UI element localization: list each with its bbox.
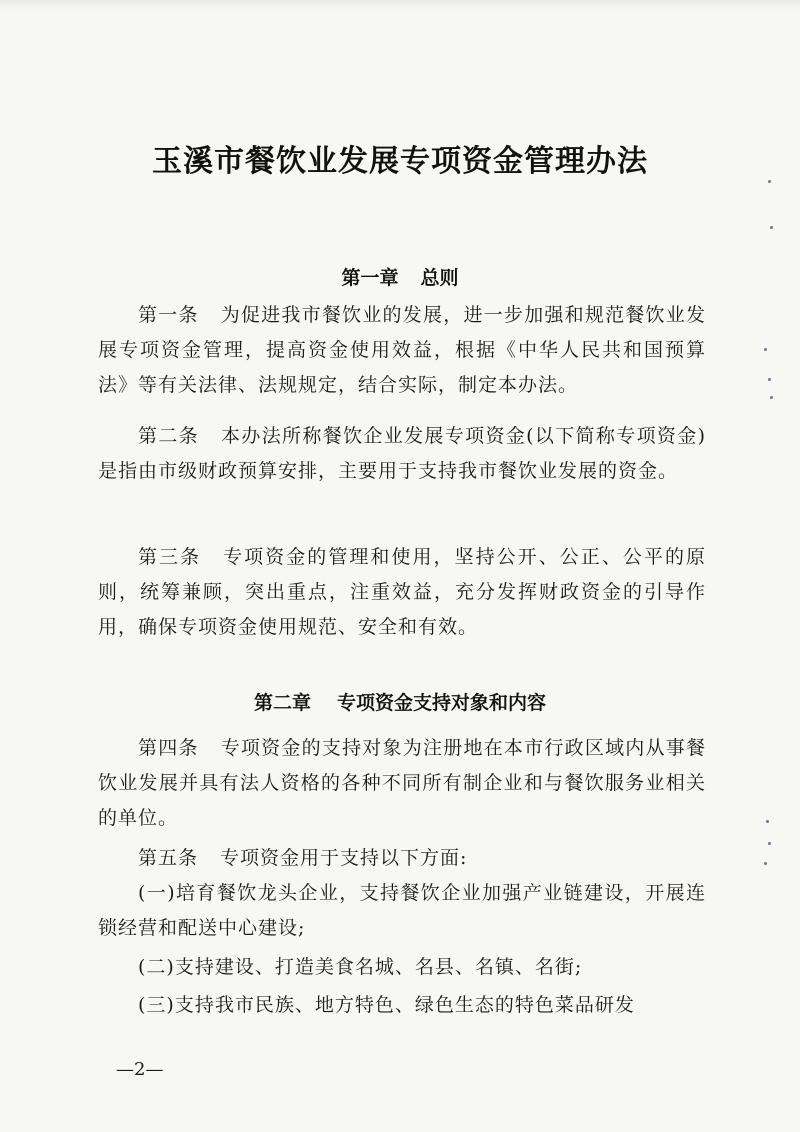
article-5-text: 专项资金用于支持以下方面: (220, 847, 468, 869)
scan-speck (764, 862, 767, 865)
chapter-1-title-part2: 则 (439, 267, 459, 289)
article-3-label: 第三条 (138, 546, 202, 568)
article-4-label: 第四条 (138, 737, 199, 759)
document-title: 玉溪市餐饮业发展专项资金管理办法 (152, 144, 648, 179)
article-1-text: 为促进我市餐饮业的发展，进一步加强和规范餐饮业发展专项资金管理，提高资金使用效益，根据《中华人民共和国预算法》等有关法律、法规规定，结合实际，制定本办法。 (98, 304, 706, 396)
article-5 (98, 841, 706, 876)
article-2 (98, 419, 706, 489)
scan-speck (770, 226, 773, 229)
chapter-2-number: 第二章 (253, 692, 311, 714)
chapter-1-number: 第一章 (341, 267, 399, 289)
article-3 (98, 540, 706, 645)
list-item-3: (三)支持我市民族、地方特色、绿色生态的特色菜品研发 (138, 994, 635, 1016)
article-1 (98, 298, 706, 403)
scan-top-edge (0, 0, 800, 10)
article-2-text: 本办法所称餐饮企业发展专项资金(以下简称专项资金)是指由市级财政预算安排，主要用于支持我市餐饮业发展的资金。 (98, 425, 706, 482)
article-3-text: 专项资金的管理和使用，坚持公开、公正、公平的原则，统筹兼顾，突出重点，注重效益，充分发挥财政资金的引导作用，确保专项资金使用规范、安全和有效。 (98, 546, 706, 638)
list-item-2: (二)支持建设、打造美食名城、名县、名镇、名街; (138, 956, 583, 978)
article-5-label: 第五条 (138, 847, 199, 869)
scan-speck (768, 842, 771, 845)
article-4 (98, 731, 706, 836)
scan-speck (770, 396, 773, 399)
chapter-1-heading (0, 263, 800, 290)
list-item-1: (一)培育餐饮龙头企业，支持餐饮企业加强产业链建设，开展连锁经营和配送中心建设; (98, 882, 706, 939)
chapter-1-title-part1: 总 (420, 267, 440, 289)
scan-speck (768, 180, 771, 183)
chapter-2-heading (0, 688, 800, 715)
scan-speck (768, 378, 771, 381)
article-4-text: 专项资金的支持对象为注册地在本市行政区域内从事餐饮业发展并具有法人资格的各种不同所有制企业和与餐饮服务业相关的单位。 (98, 737, 706, 829)
article-2-label: 第二条 (138, 425, 200, 447)
article-1-label: 第一条 (138, 304, 199, 326)
chapter-2-title: 专项资金支持对象和内容 (337, 692, 547, 714)
page-number: —2— (116, 1059, 164, 1080)
scan-speck (766, 820, 769, 823)
scan-speck (764, 348, 767, 351)
